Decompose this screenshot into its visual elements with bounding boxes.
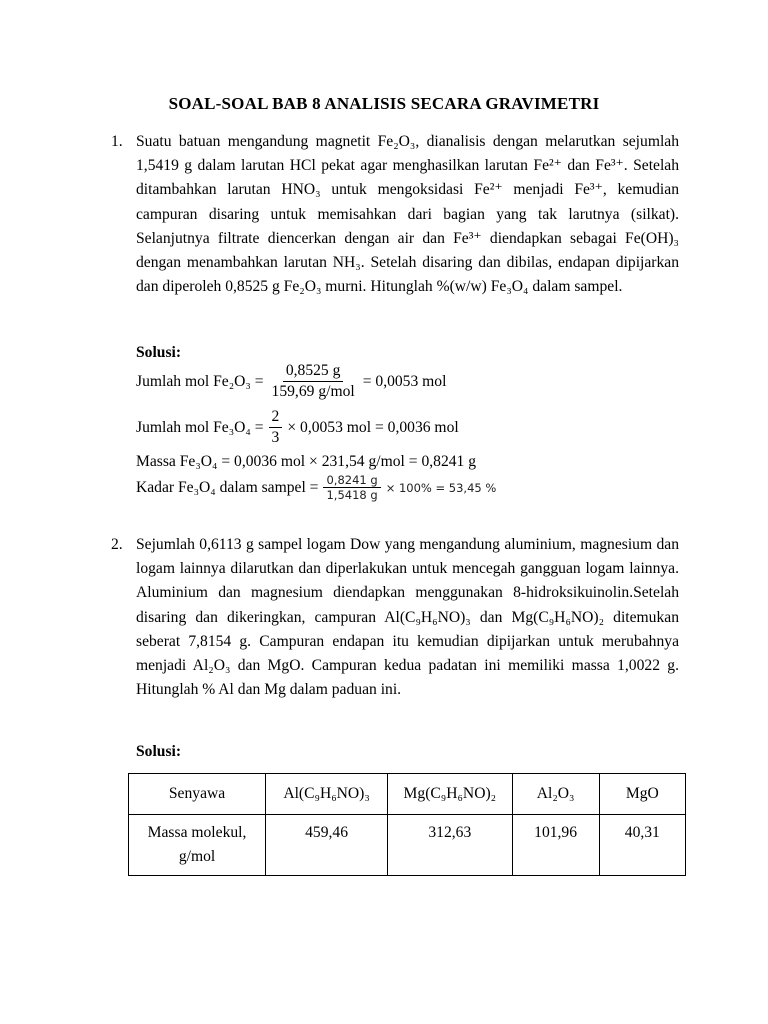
table-row bbox=[129, 815, 686, 876]
fraction-numerator: 0,8241 g bbox=[323, 473, 380, 488]
fraction bbox=[269, 362, 358, 401]
equation-mol-fe3o4 bbox=[136, 408, 459, 447]
table-cell: 312,63 bbox=[388, 815, 512, 876]
table-header-cell: Al₂O₃ bbox=[512, 774, 599, 815]
fraction-denominator: 3 bbox=[271, 429, 280, 446]
table-cell: 40,31 bbox=[599, 815, 685, 876]
table-cell: 459,46 bbox=[266, 815, 388, 876]
table-cell: 101,96 bbox=[512, 815, 599, 876]
fraction-denominator: 159,69 g/mol bbox=[271, 383, 355, 400]
problem-2 bbox=[111, 533, 679, 702]
table-row-label: Massa molekul, g/mol bbox=[129, 815, 266, 876]
table-header-cell: Al(C₉H₆NO)₃ bbox=[266, 774, 388, 815]
equation-rhs: × 0,0053 mol = 0,0036 mol bbox=[287, 418, 459, 436]
page-title: SOAL-SOAL BAB 8 ANALISIS SECARA GRAVIMETRI bbox=[168, 94, 600, 113]
problem-number: 2. bbox=[111, 536, 123, 553]
solusi-label: Solusi: bbox=[136, 743, 182, 760]
table-header-cell: MgO bbox=[599, 774, 685, 815]
fraction bbox=[269, 408, 283, 447]
molecular-mass-table bbox=[128, 773, 686, 876]
equation-lhs: Jumlah mol Fe₂O₃ = bbox=[136, 372, 264, 390]
problem-number: 1. bbox=[111, 133, 123, 150]
equation-kadar-fe3o4 bbox=[136, 473, 496, 502]
equation-rhs: × 100% = 53,45 % bbox=[385, 480, 497, 495]
equation-massa-fe3o4 bbox=[136, 453, 476, 471]
fraction-denominator: 1,5418 g bbox=[326, 488, 378, 502]
problem-1 bbox=[111, 130, 679, 299]
equation-lhs: Kadar Fe₃O₄ dalam sampel = bbox=[136, 478, 319, 496]
equation-small-group bbox=[318, 473, 496, 502]
problem-text: Suatu batuan mengandung magnetit Fe₂O₃, dianalisis dengan melarutkan sejumlah 1,5419 g dalam larutan HCl pekat agar menghasilkan larutan Fe²⁺ dan Fe³⁺. Setelah ditambahkan larutan HNO₃ untuk mengoksidasi Fe²⁺ menjadi Fe³⁺, kemudian campuran disaring untuk memisahkan dari bagian yang tak larutnya (silkat). Selanjutnya filtrate diencerkan dengan air dan Fe³⁺ diendapkan sebagai Fe(OH)₃ dengan menambahkan larutan NH₃. Setelah disaring dan dibilas, endapan dipijarkan dan diperoleh 0,8525 g Fe₂O₃ murni. Hitunglah %(w/w) Fe₃O₄ dalam sampel. bbox=[136, 133, 679, 296]
fraction-numerator: 2 bbox=[269, 408, 283, 428]
fraction-numerator: 0,8525 g bbox=[283, 362, 344, 382]
equation-lhs: Jumlah mol Fe₃O₄ = bbox=[136, 418, 264, 436]
table-header-row bbox=[129, 774, 686, 815]
solusi-label: Solusi: bbox=[136, 344, 182, 361]
equation-rhs: = 0,0053 mol bbox=[362, 372, 447, 390]
fraction bbox=[323, 473, 380, 502]
table-header-cell: Senyawa bbox=[129, 774, 266, 815]
table-header-cell: Mg(C₉H₆NO)₂ bbox=[388, 774, 512, 815]
problem-text: Sejumlah 0,6113 g sampel logam Dow yang mengandung aluminium, magnesium dan logam lainnya dilarutkan dan diperlakukan untuk mencegah gangguan logam lainnya. Aluminium dan magnesium diendapkan menggunakan 8-hidroksikuinolin.Setelah disaring dan dikeringkan, campuran Al(C₉H₆NO)₃ dan Mg(C₉H₆NO)₂ ditemukan seberat 7,8154 g. Campuran endapan itu kemudian dipijarkan untuk merubahnya menjadi Al₂O₃ dan MgO. Campuran kedua padatan ini memiliki massa 1,0022 g. Hitunglah % Al dan Mg dalam paduan ini. bbox=[136, 536, 679, 699]
equation-text: Massa Fe₃O₄ = 0,0036 mol × 231,54 g/mol = 0,8241 g bbox=[136, 453, 477, 470]
equation-mol-fe2o3 bbox=[136, 362, 446, 401]
